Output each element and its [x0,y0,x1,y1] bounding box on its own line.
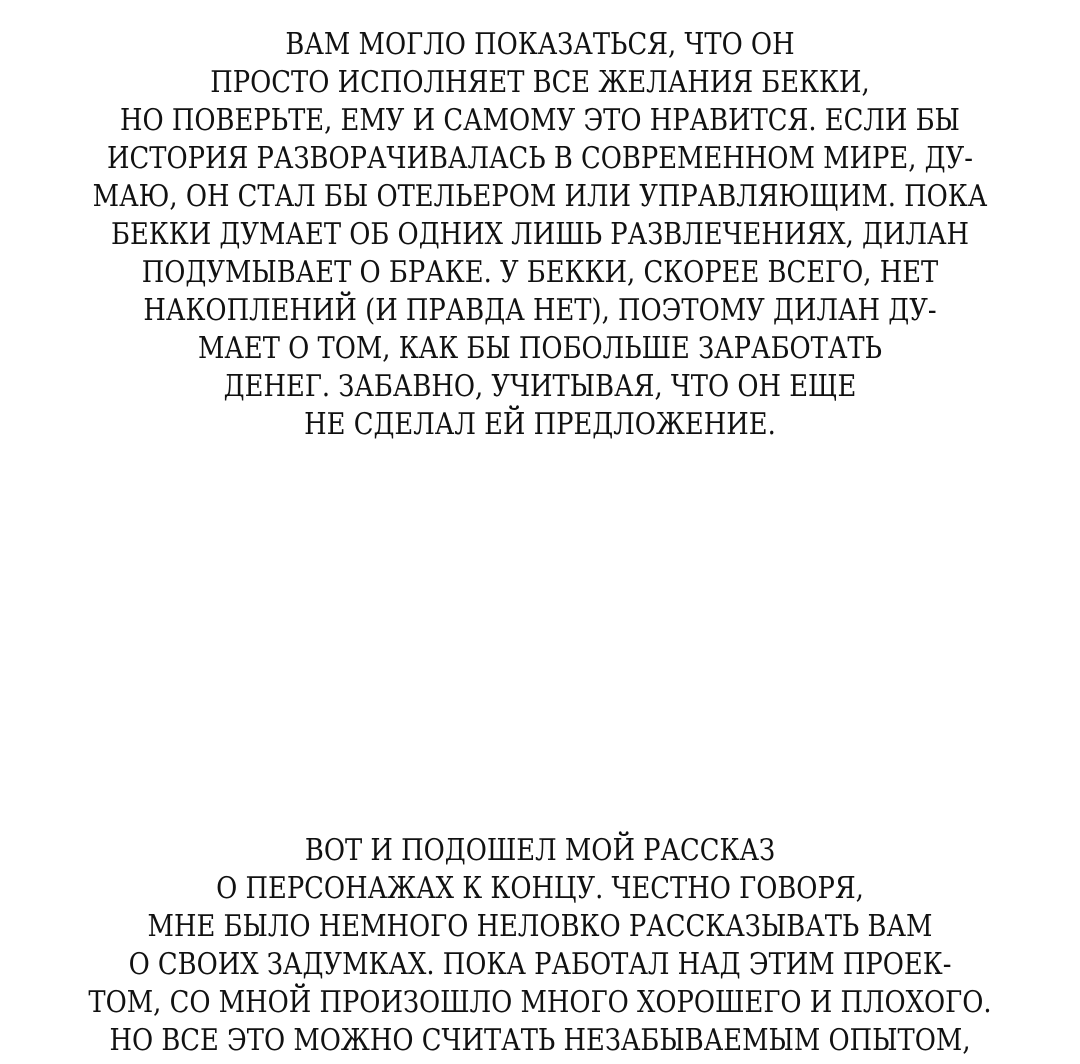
text-line: ТОМ, СО МНОЙ ПРОИЗОШЛО МНОГО ХОРОШЕГО И ПЛОХОГО. [88,985,992,1020]
text-line: ДЕНЕГ. ЗАБАВНО, УЧИТЫВАЯ, ЧТО ОН ЕЩЕ [223,369,857,404]
text-line: НО ПОВЕРЬТЕ, ЕМУ И САМОМУ ЭТО НРАВИТСЯ. ЕСЛИ БЫ [120,103,960,138]
paragraph-closing-note [76,832,1005,1060]
text-line: О СВОИХ ЗАДУМКАХ. ПОКА РАБОТАЛ НАД ЭТИМ ПРОЕК- [128,947,952,982]
text-line: МАЕТ О ТОМ, КАК БЫ ПОБОЛЬШЕ ЗАРАБОТАТЬ [197,331,883,366]
text-line: ПРОСТО ИСПОЛНЯЕТ ВСЕ ЖЕЛАНИЯ БЕККИ, [210,65,870,100]
text-line: ПОДУМЫВАЕТ О БРАКЕ. У БЕККИ, СКОРЕЕ ВСЕГО, НЕТ [141,255,939,290]
text-line: НАКОПЛЕНИЙ (И ПРАВДА НЕТ), ПОЭТОМУ ДИЛАН ДУ- [143,293,937,328]
text-line: ВАМ МОГЛО ПОКАЗАТЬСЯ, ЧТО ОН [285,27,795,62]
text-line: ИСТОРИЯ РАЗВОРАЧИВАЛАСЬ В СОВРЕМЕННОМ МИРЕ, ДУ- [107,141,973,176]
text-line: МНЕ БЫЛО НЕМНОГО НЕЛОВКО РАССКАЗЫВАТЬ ВАМ [147,909,933,944]
text-line: МАЮ, ОН СТАЛ БЫ ОТЕЛЬЕРОМ ИЛИ УПРАВЛЯЮЩИМ. ПОКА [92,179,988,214]
text-line: НО ВСЕ ЭТО МОЖНО СЧИТАТЬ НЕЗАБЫВАЕМЫМ ОПЫТОМ, [109,1023,971,1058]
paragraph-characters-note [76,26,1005,444]
text-line: БЕККИ ДУМАЕТ ОБ ОДНИХ ЛИШЬ РАЗВЛЕЧЕНИЯХ, ДИЛАН [110,217,970,252]
text-line: ВОТ И ПОДОШЕЛ МОЙ РАССКАЗ [304,833,776,868]
text-line: НЕ СДЕЛАЛ ЕЙ ПРЕДЛОЖЕНИЕ. [304,407,776,442]
text-line: О ПЕРСОНАЖАХ К КОНЦУ. ЧЕСТНО ГОВОРЯ, [216,871,864,906]
